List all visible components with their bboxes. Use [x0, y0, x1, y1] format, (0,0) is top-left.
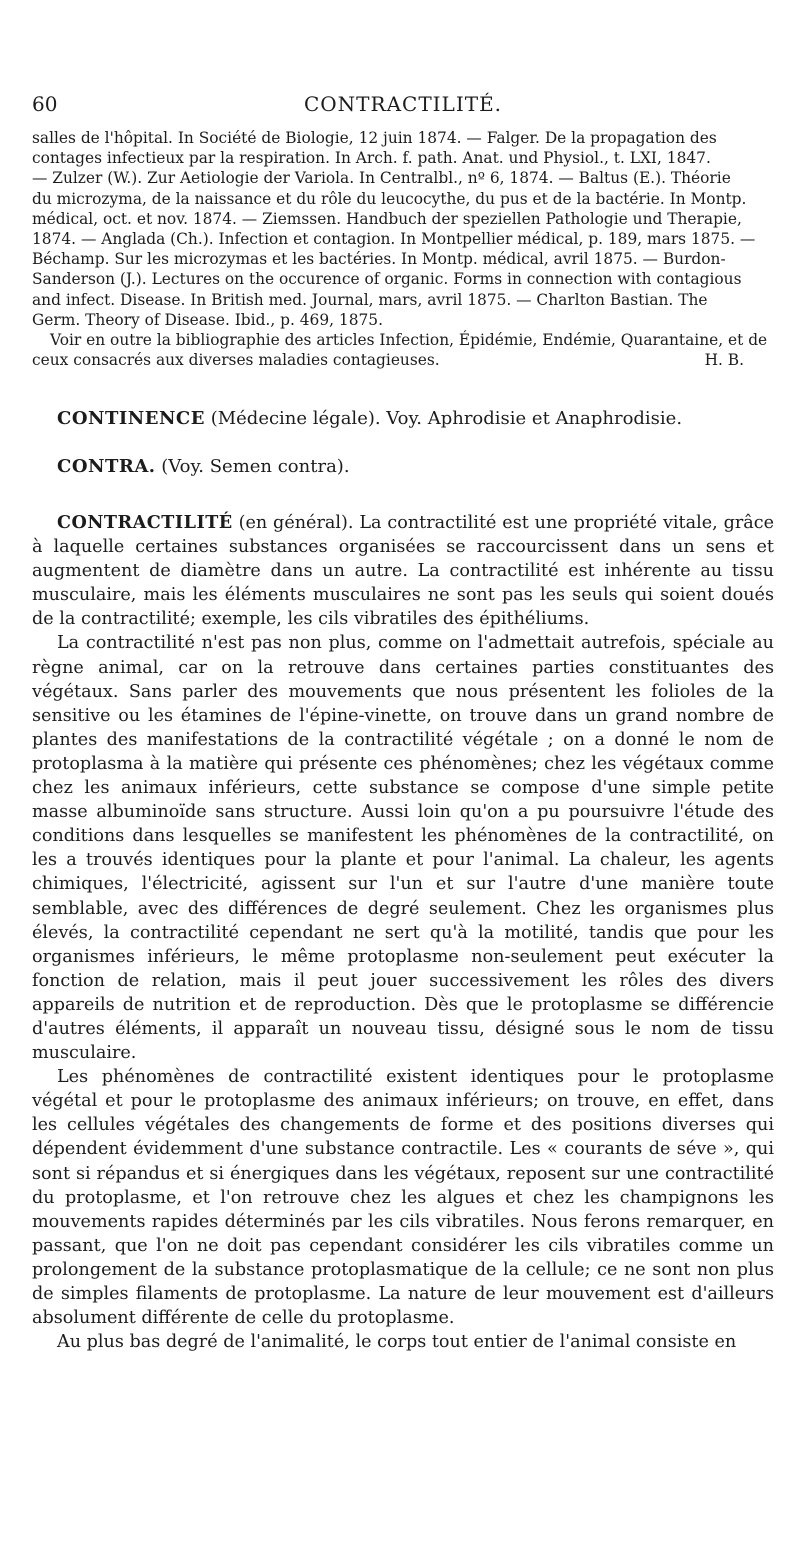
article-headword: CONTRACTILITÉ [57, 512, 233, 533]
reference-line: — Zulzer (W.). Zur Aetiologie der Variola. In Centralbl., nº 6, 1874. — Baltus (E.). Théorie [32, 169, 731, 188]
paragraph: La contractilité n'est pas non plus, comme on l'admettait autrefois, spéciale au règne animal, car on la retrouve dans certaines parties constituantes des végétaux. Sans parler des mouvements que nous présentent les folioles de la sensitive ou les étamines de l'épine-vinette, on trouve dans un grand nombre de plantes des manifestations de la contractilité végétale ; on a donné le nom de protoplasma à la matière qui présente ces phénomènes; chez les végétaux comme chez les animaux inférieurs, cette substance se compose d'une simple petite masse albuminoïde sans structure. Aussi loin qu'on a pu poursuivre l'étude des conditions dans lesquelles se manifestent les phénomènes de la contractilité, on les a trouvés identiques pour la plante et pour l'animal. La chaleur, les agents chimiques, l'électricité, agissent sur l'un et sur l'autre d'une manière toute semblable, avec des différences de degré seulement. Chez les organismes plus élevés, la contractilité cependant ne sert qu'à la motilité, tandis que pour les organismes inférieurs, le même protoplasme non-seulement peut exécuter la fonction de relation, mais il peut jouer successivement les rôles des divers appareils de nutrition et de reproduction. Dès que le protoplasme se différencie d'autres éléments, il apparaît un nouveau tissu, désigné sous le nom de tissu musculaire. [32, 633, 774, 1064]
reference-line: Germ. Theory of Disease. Ibid., p. 469, 1875. [32, 310, 383, 329]
article-qualifier: (en général). [238, 513, 354, 533]
reference-line: du microzyma, de la naissance et du rôle du leucocythe, du pus et de la bactérie. In Montp. [32, 189, 747, 208]
reference-line: Béchamp. Sur les microzymas et les bactéries. In Montp. médical, avril 1875. — Burdon- [32, 250, 726, 269]
entry-headword: CONTRA. [57, 456, 156, 477]
entry-text: (Médecine légale). Voy. Aphrodisie et Anaphrodisie. [210, 408, 683, 429]
entry-text: (Voy. Semen contra). [161, 456, 350, 477]
reference-line-with-signature [32, 350, 774, 370]
bibliography-block [32, 128, 774, 370]
reference-line: and infect. Disease. In British med. Journal, mars, avril 1875. — Charlton Bastian. The [32, 290, 708, 309]
entry-headword: CONTINENCE [57, 408, 205, 429]
reference-line: médical, oct. et nov. 1874. — Ziemssen. Handbuch der speziellen Pathologie und Therapie, [32, 209, 742, 228]
reference-line: Sanderson (J.). Lectures on the occurence of organic. Forms in connection with contagious [32, 270, 742, 289]
page-number: 60 [32, 92, 58, 116]
paragraph: Les phénomènes de contractilité existent identiques pour le protoplasme végétal et pour le protoplasme des animaux inférieurs; on trouve, en effet, dans les cellules végétales des changements de forme et des positions diverses qui dépendent évidemment d'une substance contractile. Les « courants de séve », qui sont si répandus et si énergiques dans les végétaux, reposent sur une contractilité du protoplasme, et l'on retrouve chez les algues et chez les champignons les mouvements rapides déterminés par les cils vibratiles. Nous ferons remarquer, en passant, que l'on ne doit pas cependant considérer les cils vibratiles comme un prolongement de la substance protoplasmatique de la cellule; ce ne sont non plus de simples filaments de protoplasme. La nature de leur mouvement est d'ailleurs absolument différente de celle du protoplasme. [32, 1067, 774, 1329]
paragraph [32, 511, 774, 631]
paragraph-text: La contractilité est une propriété vitale, grâce à laquelle certaines substances organisées se raccourcissent dans un sens et augmentent de diamètre dans un autre. La contractilité est inhérente au tissu musculaire, mais les éléments musculaires ne sont pas les seuls qui soient doués de la contractilité; exemple, les cils vibratiles des épithéliums. [32, 513, 774, 630]
reference-line: Voir en outre la bibliographie des articles Infection, Épidémie, Endémie, Quarantaine, et de [50, 331, 768, 350]
reference-line: salles de l'hôpital. In Société de Biologie, 12 juin 1874. — Falger. De la propagation des [32, 129, 717, 147]
running-title: CONTRACTILITÉ. [303, 92, 503, 116]
entry-contra [57, 456, 774, 477]
article-body [32, 511, 774, 1354]
author-signature: H. B. [704, 351, 744, 370]
reference-line: contages infectieux par la respiration. In Arch. f. path. Anat. und Physiol., t. LXI, 1847. [32, 149, 711, 168]
paragraph: Au plus bas degré de l'animalité, le corps tout entier de l'animal consiste en [57, 1332, 737, 1353]
reference-line: 1874. — Anglada (Ch.). Infection et contagion. In Montpellier médical, p. 189, mars 1875. — [32, 230, 756, 249]
reference-text: ceux consacrés aux diverses maladies contagieuses. [32, 351, 440, 370]
page-header [32, 92, 774, 126]
entry-continence [57, 408, 774, 429]
